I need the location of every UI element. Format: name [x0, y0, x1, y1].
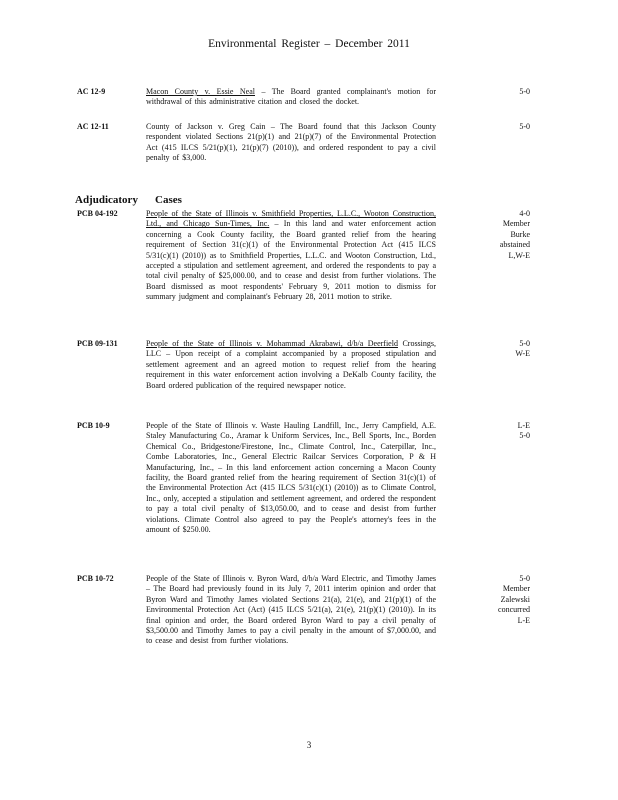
section-heading-right: Cases [155, 194, 182, 206]
case-title: People of the State of Illinois v. Mohammad Akrabawi, d/b/a Deerfield [146, 339, 398, 348]
case-title: People of the State of Illinois v. Smithfield Properties, L.L.C., Wooton Construction, Ltd., and Chicago Sun-Times, Inc. [146, 209, 436, 229]
case-summary [146, 421, 436, 535]
vote-tally: 5-0 Member Zalewski concurred L-E [498, 574, 530, 625]
case-summary [146, 339, 436, 391]
case-text: Crossings, LLC – Upon receipt of a complaint accompanied by a proposed stipulation and settlement agreement and an agreed motion to request relief from the hearing requirement in this water enforcement action involving a DeKalb County facility, the Board ordered publication of the required newspaper notice. [146, 339, 437, 390]
vote-tally: 5-0 W-E [515, 339, 530, 359]
section-heading-left: Adjudicatory [75, 194, 138, 206]
case-text: – In this land and water enforcement action concerning a Cook County facility, the Board granted relief from the hearing requirement of Section 31(c)(1) of the Environmental Protection Act (415 ILCS 5/31(c)(1) (2010)) as to Smithfield Properties, L.L.C. and Wooton Construction, Ltd., accepted a stipulation and settlement agreement, and ordered the respondents to pay a total civil penalty of $25,000.00, and to cease and desist from further violations. The Board dismissed as moot respondents' February 9, 2011 motion to dismiss for summary judgment and complainant's February 28, 2011 motion to strike. [146, 219, 436, 302]
case-number: PCB 10-72 [77, 574, 114, 583]
vote-tally: L-E 5-0 [517, 421, 530, 441]
case-number: PCB 09-131 [77, 339, 118, 348]
vote-tally: 5-0 [519, 87, 530, 96]
case-text: – The Board granted complainant's motion for withdrawal of this administrative citation and closed the docket. [146, 87, 436, 107]
case-number: PCB 10-9 [77, 421, 110, 430]
case-text: County of Jackson v. Greg Cain – The Board found that this Jackson County respondent violated Sections 21(p)(1) and 21(p)(7) of the Environmental Protection Act (415 ILCS 5/21(p)(1), 21(p)(7) (2010)), and ordered respondent to pay a civil penalty of $3,000. [146, 122, 436, 163]
page-number: 3 [306, 740, 312, 750]
case-summary [146, 87, 436, 108]
case-title: Macon County v. Essie Neal [146, 87, 255, 96]
vote-tally: 5-0 [519, 122, 530, 131]
case-number: AC 12-9 [77, 87, 106, 96]
case-text: People of the State of Illinois v. Byron Ward, d/b/a Ward Electric, and Timothy James – The Board had previously found in its July 7, 2011 interim opinion and order that Byron Ward and Timothy James violated Sections 21(a), 21(e), and 21(p)(1) of the Environmental Protection Act (Act) (415 ILCS 5/21(a), 21(e), 21(p)(1) (2010)). In its final opinion and order, the Board ordered Byron Ward to pay a civil penalty of $3,500.00 and Timothy James to pay a civil penalty in the amount of $7,000.00, and to cease and desist from further violations. [146, 574, 436, 646]
case-text: People of the State of Illinois v. Waste Hauling Landfill, Inc., Jerry Campfield, A.E. Staley Manufacturing Co., Aramar k Uniform Services, Inc., Bell Sports, Inc., Borden Chemical Co., Bridgestone/Firestone, Inc., Climate Control, Inc., Caterpillar, Inc., Combe Laboratories, Inc., General Electric Railcar Services Corporation, P & H Manufacturing, Inc., – In this land enforcement action concerning a Macon County facility, the Board granted relief from the hearing requirement of Section 31(c)(1) of the Environmental Protection Act (415 ILCS 5/31(c)(1) (2010)) as to Climate Control, Inc., only, accepted a stipulation and settlement agreement, and ordered the respondent to pay a total civil penalty of $13,050.00, and to cease and desist from further violations. Climate Control also agreed to pay the People's attorney's fees in the amount of $250.00. [146, 421, 436, 535]
vote-tally: 4-0 Member Burke abstained L,W-E [499, 209, 530, 260]
case-summary [146, 209, 436, 303]
page-header: Environmental Register – December 2011 [208, 38, 410, 50]
case-summary [146, 122, 436, 164]
case-number: AC 12-11 [77, 122, 109, 131]
case-summary [146, 574, 436, 647]
case-number: PCB 04-192 [77, 209, 118, 218]
section-heading [75, 194, 182, 206]
